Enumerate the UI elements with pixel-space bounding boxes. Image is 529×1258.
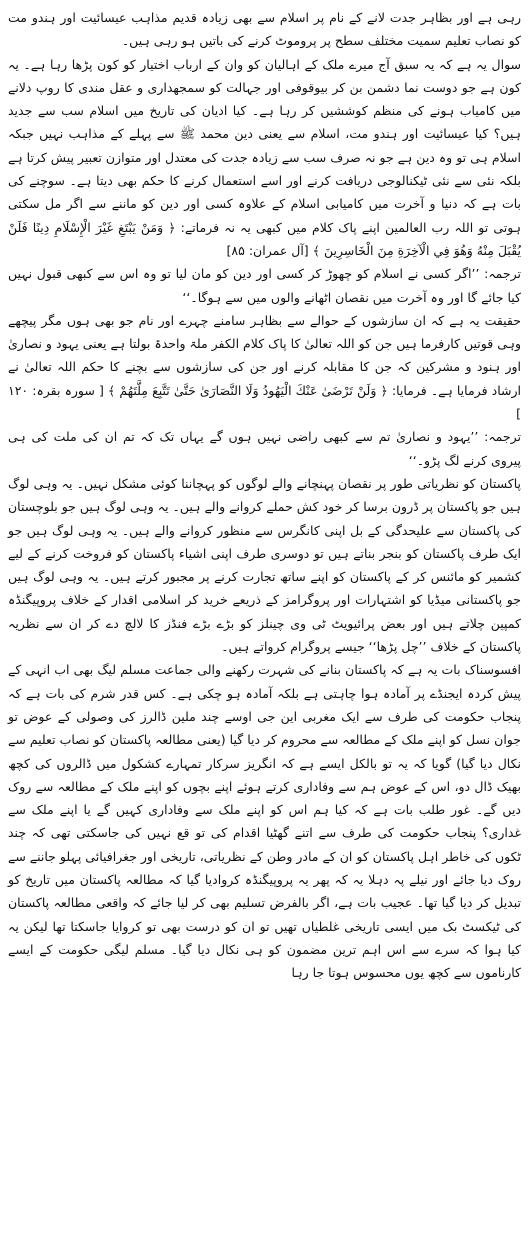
paragraph-regrettable-matter: افسوسناک بات یہ ہے کہ پاکستان بنانے کی شہرت رکھنے والی جماعت مسلم لیگ بھی اب انہی کے پیش کردہ ایجنڈے پر آمادہ ہوا چاہتی ہے بلکہ آمادہ ہو چکی ہے۔ کس قدر شرم کی بات ہے کہ پنجاب حکومت کی طرف سے ایک مغربی این جی اوسے چند ملین ڈالرز کی وصولی کے عوض تو جوان نسل کو اپنے ملک کے مطالعہ سے محروم کر دیا گیا (یعنی مطالعہ پاکستان کو نصاب تعلیم سے نکال دیا گیا) گویا کہ یہ تو بالکل ایسے ہے کہ انگریز سرکار تمہارے کشکول میں ڈالروں کی کچھ بھیک ڈال دو، اس کے عوض ہم سے وفاداری کرتے ہوئے اپنے بچوں کو اپنے ملک کے مطالعہ سے روک دیں گے۔ غور طلب بات ہے کہ کیا ہم اس کو اپنے ملک سے وفاداری کہیں گے یا اپنے ملک سے غداری؟ پنجاب حکومت کی طرف سے اتنے گھٹیا اقدام کی تو قع نہیں کی جاسکتی تھی کہ چند ٹکوں کی خاطر اہل پاکستان کو ان کے مادر وطن کے نظریاتی، تاریخی اور جغرافیائی پہلو جاننے سے روک دیا جائے اور نیلے پہ دہلا یہ کہ پھر یہ پروپیگنڈہ کروادیا گیا کہ مطالعہ پاکستان میں تاریخ کو تبدیل کر دیا گیا تھا۔ عجیب بات ہے، اگر بالفرض تسلیم بھی کر لیا جائے کہ واقعی مطالعہ پاکستان کی ٹیکسٹ بک میں ایسی تاریخی غلطیاں تھیں تو ان کو درست بھی تو کروایا جاسکتا تھا لیکن یہ کیا ہوا کہ سرے سے اس اہم ترین مضمون کو ہی نکال دیا گیا۔ مسلم لیگی حکومت کے ایسے کارناموں سے کچھ یوں محسوس ہوتا جا رہا (8, 662, 521, 981)
paragraph-question-and-verse: سوال یہ ہے کہ یہ سبق آج میرے ملک کے اہالیان کو وان کے ارباب اختیار کو کون پڑھا رہا ہے۔ یہ کون ہے جو دوست نما دشمن بن کر بیوقوفی اور جہالت کو سمجھداری و عقل مندی کا روپ دلانے میں کامیاب ہونے کی منظم کوششیں کر رہا ہے۔ کیا ادیان کی تاریخ میں اسلام سب سے جدید ہیں؟ کیا عیسائیت اور ہندو مت، اسلام سے یعنی دین محمد ﷺ سے پہلے کے مذاہب نہیں جبکہ اسلام ہی تو وہ دین ہے جو نہ صرف سب سے زیادہ جدت کی معتدل اور متوازن تعبیر پیش کرتا ہے بلکہ نئی سے نئی ٹیکنالوجی دریافت کرنے اور اسے استعمال کرنے کا حکم بھی دیتا ہے۔ سوچنے کی بات ہے کہ دنیا و آخرت میں کامیابی اسلام کے علاوہ کسی اور دین کو ماننے سے اگر مل سکتی ہوتی تو اللہ رب العالمین اپنے پاک کلام میں کبھی یہ نہ فرماتے: ﴿ وَمَنْ يَبْتَغِ غَيْرَ الْإِسْلَامِ دِينًا فَلَنْ يُقْبَلَ مِنْهُ وَهُوَ فِي الْآخِرَةِ مِنَ الْخَاسِرِينَ ﴾ [آل عمران: ۸۵] (8, 56, 521, 258)
paragraph-translation-baqarah: ترجمہ: ’’یہود و نصاریٰ تم سے کبھی راضی نہیں ہوں گے یہاں تک کہ تم ان کی ملت کی ہی پیروی کرنے لگ پڑو۔‘‘ (8, 429, 521, 468)
paragraph-translation-al-imran: ترجمہ: ’’اگر کسی نے اسلام کو چھوڑ کر کسی اور دین کو مان لیا تو وہ اس سے کبھی قبول نہیں کیا جائے گا اور وہ آخرت میں نقصان اٹھانے والوں میں سے ہوگا۔‘‘ (8, 266, 521, 305)
paragraph-ideological-harm: پاکستان کو نظریاتی طور پر نقصان پہنچانے والے لوگوں کو پہچاننا کوئی مشکل نہیں۔ یہ وہی لوگ ہیں جو پاکستان پر ڈرون برسا کر خود کش حملے کروانے والے ہیں۔ یہ وہی لوگ ہیں جو بلوچستان کی پاکستان سے علیحدگی کے بل اپنی کانگرس سے منظور کروانے والے ہیں۔ یہ وہی لوگ ہیں جو ایک طرف پاکستان کو بنجر بناتے ہیں تو دوسری طرف اپنی اشیاء پاکستان کو فروخت کرنے کے لیے کشمیر کو مائنس کر کے پاکستان کو اپنے ساتھ تجارت کرنے پر مجبور کرتے ہیں۔ یہ وہی لوگ ہیں جو پاکستانی میڈیا کو اشتہارات اور پروگرامز کے ذریعے خرید کر اسلامی اقدار کے خلاف پروپیگنڈہ کمپین چلاتے ہیں اور بعض پرائیویٹ ٹی وی چینلز کو بڑے بڑے فنڈز کا لالچ دے کر ان سے نظریہ پاکستان کے خلاف ’’چل پڑھا‘‘ جیسے پروگرام کرواتے ہیں۔ (8, 475, 521, 655)
paragraph-conspiracy-and-verse: حقیقت یہ ہے کہ ان سازشوں کے حوالے سے بظاہر سامنے چہرے اور نام جو بھی ہوں مگر پیچھے وہی قوتیں کارفرما ہیں جن کو اللہ تعالیٰ کا پاک کلام الکفر ملۃ واحدۃ بولتا ہے یعنی یہود و نصاریٰ اور ہنود و مشرکین کہ جن کا مقابلہ کرنے اور جن کی سازشوں سے بچنے کا حکم اللہ تعالیٰ نے ارشاد فرمایا ہے۔ فرمایا: ﴿ وَلَنْ تَرْضَىٰ عَنْكَ الْيَهُودُ وَلَا النَّصَارَىٰ حَتَّىٰ تَتَّبِعَ مِلَّتَهُمْ ﴾ [ سورہ بقرہ: ۱۲۰ ] (8, 312, 521, 422)
paragraph-intro-continuation: رہی ہے اور بظاہر جدت لانے کے نام پر اسلام سے بھی زیادہ قدیم مذاہب عیسائیت اور ہندو مت کو نصاب تعلیم سمیت مختلف سطح پر پروموٹ کرنے کی باتیں ہو رہی ہیں۔ (8, 10, 521, 49)
